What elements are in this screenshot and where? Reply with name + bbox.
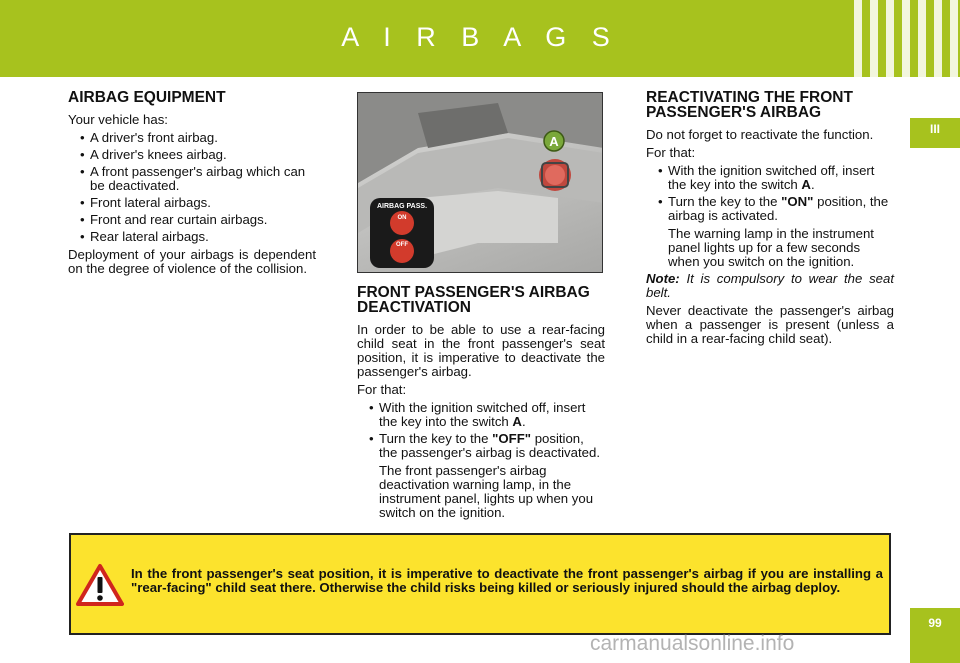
airbag-equipment-section: [68, 90, 316, 280]
list-item: • A driver's knees airbag.: [80, 147, 227, 162]
equipment-list: [68, 131, 316, 244]
list-item: • With the ignition switched off, insert the key into the switch A.: [369, 400, 586, 429]
list-item: • With the ignition switched off, insert the key into the switch A.: [658, 163, 875, 192]
intro-text: In order to be able to use a rear-facing child seat in the front passenger's seat position, it is imperative to deactivate the passenger's airbag.: [357, 322, 605, 379]
list-item: • A front passenger's airbag which can be deactivated.: [80, 164, 306, 193]
chapter-tab: III: [910, 118, 960, 148]
page-title: A I R B A G S: [341, 22, 619, 52]
for-that-text: For that:: [646, 145, 696, 160]
switch-photo: [357, 92, 603, 273]
deployment-text: Deployment of your airbags is dependent on the degree of violence of the collision.: [68, 247, 316, 276]
for-that-text: For that:: [357, 382, 407, 397]
section-heading: AIRBAG EQUIPMENT: [68, 89, 226, 106]
warning-box: [69, 533, 891, 635]
label-title: AIRBAG PASS.: [376, 203, 428, 210]
warning-triangle-icon: [76, 563, 124, 607]
section-heading: REACTIVATING THE FRONT PASSENGER'S AIRBAG: [646, 89, 853, 121]
switch-marker-label: A: [549, 134, 559, 149]
page-header: [0, 0, 960, 77]
warning-text: In the front passenger's seat position, it is imperative to deactivate the front passenger's airbag if you are installing a "rear-facing" child seat there. Otherwise the child risks being killed or seriously injured should the airbag deploy.: [131, 566, 883, 595]
label-off: OFF: [396, 242, 408, 248]
section-heading: FRONT PASSENGER'S AIRBAG DEACTIVATION: [357, 284, 590, 316]
dashboard-illustration: [358, 93, 603, 273]
watermark: carmanualsonline.info: [590, 632, 795, 655]
list-item: • A driver's front airbag.: [80, 130, 218, 145]
outro-text: Never deactivate the passenger's airbag when a passenger is present (unless a child in a rear-facing child seat).: [646, 303, 894, 346]
page-number: 99: [910, 608, 960, 663]
list-item: • Turn the key to the "OFF" position, the passenger's airbag is deactivated.: [369, 431, 600, 460]
intro-text: Your vehicle has:: [68, 112, 168, 127]
sub-text: The front passenger's airbag deactivation warning lamp, in the instrument panel, lights up when you switch on the ignition.: [379, 463, 594, 520]
list-item: • Rear lateral airbags.: [80, 229, 209, 244]
intro-text: Do not forget to reactivate the function.: [646, 127, 874, 142]
label-on: ON: [397, 215, 407, 221]
list-item: • Turn the key to the "ON" position, the airbag is activated.: [658, 194, 889, 223]
list-item: • Front and rear curtain airbags.: [80, 212, 268, 227]
sub-text: The warning lamp in the instrument panel lights up for a few seconds when you switch on the ignition.: [668, 226, 874, 269]
list-item: • Front lateral airbags.: [80, 195, 211, 210]
note: Note: It is compulsory to wear the seat belt.: [646, 271, 894, 300]
steps-list: [646, 164, 894, 223]
deactivation-section: [357, 285, 605, 523]
reactivation-section: [646, 90, 894, 350]
steps-list: [357, 401, 605, 460]
